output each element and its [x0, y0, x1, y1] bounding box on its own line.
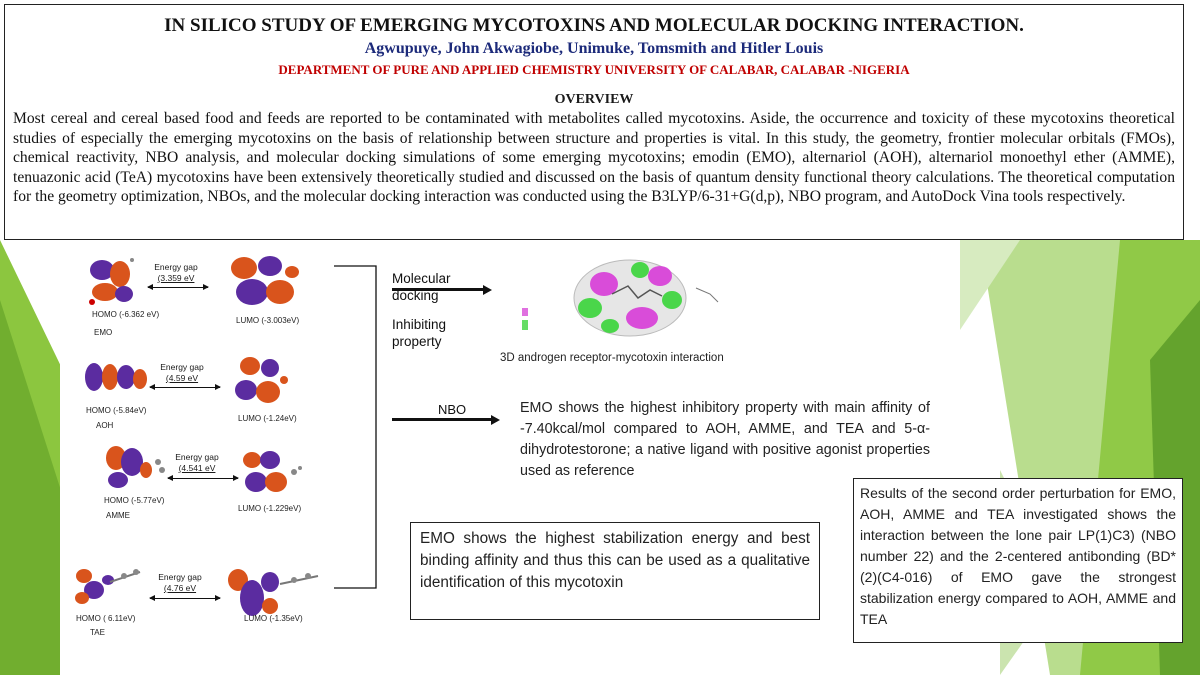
emo-energy-gap	[150, 262, 202, 284]
inhibit-label-line2: property	[392, 334, 442, 349]
emo-gap-title: Energy gap	[154, 262, 198, 272]
authors: Agwupuye, John Akwagiobe, Unimuke, Tomsmith and Hitler Louis	[364, 40, 824, 57]
tae-gap-arrow	[150, 598, 220, 599]
emo-lumo-label: LUMO (-3.003eV)	[236, 316, 300, 325]
bracket-connector	[330, 262, 380, 592]
nbo-result-text: EMO shows the highest inhibitory property with main affinity of -7.40kcal/mol compared to AOH, AMME, and TEA and 5-α-dihydrotestorone; a native ligand with positive agonist properties used as reference	[520, 400, 930, 479]
nbo-arrow	[392, 418, 492, 421]
amme-homo-label: HOMO (-5.77eV)	[104, 496, 165, 505]
tae-homo-label: HOMO ( 6.11eV)	[76, 614, 136, 623]
amme-energy-gap	[170, 452, 224, 474]
stabilization-box	[410, 522, 820, 620]
amme-gap-arrow	[168, 478, 238, 479]
perturbation-box	[853, 478, 1183, 643]
tae-energy-gap	[154, 572, 206, 594]
aoh-name-label: AOH	[96, 421, 114, 430]
overview-heading: OVERVIEW	[554, 92, 634, 107]
aoh-homo-label: HOMO (-5.84eV)	[86, 406, 147, 415]
amme-name-label: AMME	[106, 511, 130, 520]
aoh-gap-value: (4.59 eV	[165, 373, 199, 383]
docking-interaction-image	[500, 248, 730, 348]
tae-lumo-orbital-image	[222, 558, 322, 622]
tae-lumo-label: LUMO (-1.35eV)	[244, 614, 303, 623]
docking-label-line2: docking	[392, 288, 439, 303]
tae-name-label: TAE	[90, 628, 105, 637]
aoh-homo-orbital-image	[80, 355, 150, 403]
tae-homo-orbital-image	[70, 562, 146, 610]
aoh-gap-title: Energy gap	[160, 362, 204, 372]
aoh-lumo-orbital-image	[228, 352, 292, 412]
tae-gap-value: (4.76 eV	[163, 583, 197, 593]
inhibit-label-line1: Inhibiting	[392, 317, 447, 332]
nbo-label: NBO	[438, 402, 467, 417]
amme-gap-title: Energy gap	[175, 452, 219, 462]
aoh-gap-arrow	[150, 387, 220, 388]
emo-gap-value: (3.359 eV	[157, 273, 195, 283]
department: DEPARTMENT OF PURE AND APPLIED CHEMISTRY UNIVERSITY OF CALABAR, CALABAR -NIGERIA	[278, 62, 910, 77]
aoh-lumo-label: LUMO (-1.24eV)	[238, 414, 297, 423]
molecular-docking-label	[392, 270, 451, 304]
emo-homo-orbital-image	[80, 252, 140, 310]
stabilization-text: EMO shows the highest stabilization energy and best binding affinity and thus this can be used as a qualitative identification of this mycotoxin	[420, 530, 810, 591]
perturbation-text: Results of the second order perturbation for EMO, AOH, AMME and TEA investigated shows the interaction between the lone pair LP(1)C3) (NBO number 22) and the 2-centered antibonding (BD*(2)(C4-016) of EMO gave the strongest stabilization energy compared to AOH, AMME and TEA	[860, 485, 1176, 627]
aoh-energy-gap	[156, 362, 208, 384]
amme-lumo-label: LUMO (-1.229eV)	[238, 504, 302, 513]
docking-arrow	[392, 288, 484, 291]
emo-name-label: EMO	[94, 328, 113, 337]
docking-caption: 3D androgen receptor-mycotoxin interaction	[500, 352, 724, 364]
emo-gap-arrow	[148, 287, 208, 288]
amme-gap-value: (4.541 eV	[178, 463, 216, 473]
tae-gap-title: Energy gap	[158, 572, 202, 582]
docking-label-line1: Molecular	[392, 271, 451, 286]
header-box	[4, 4, 1184, 240]
inhibiting-property-label	[392, 316, 446, 350]
amme-lumo-orbital-image	[236, 446, 306, 498]
emo-homo-label: HOMO (-6.362 eV)	[92, 310, 160, 319]
amme-homo-orbital-image	[98, 440, 168, 492]
overview-text: Most cereal and cereal based food and feeds are reported to be contaminated with metabolites called mycotoxins. Aside, the occurrence and toxicity of these mycotoxins theoretical studies of especially the emerging mycotoxins on the basis of relationship between structure and properties is vital. In this study, the geometry, frontier molecular orbitals (FMOs), chemical reactivity, NBO analysis, and molecular docking simulations of some emerging mycotoxins; emodin (EMO), alternariol (AOH), alternariol monoethyl ether (AMME), tenuazonic acid (TeA) mycotoxins have been extensively theoretically studied and discussed on the basis of quantum density functional theory calculations. The theoretical computation for the geometry optimization, NBOs, and the molecular docking interaction was conducted using the B3LYP/6-31+G(d,p), NBO program, and AutoDock Vina tools respectively.	[13, 110, 1175, 205]
poster-title: IN SILICO STUDY OF EMERGING MYCOTOXINS AND MOLECULAR DOCKING INTERACTION.	[164, 15, 1024, 36]
emo-lumo-orbital-image	[222, 252, 302, 314]
